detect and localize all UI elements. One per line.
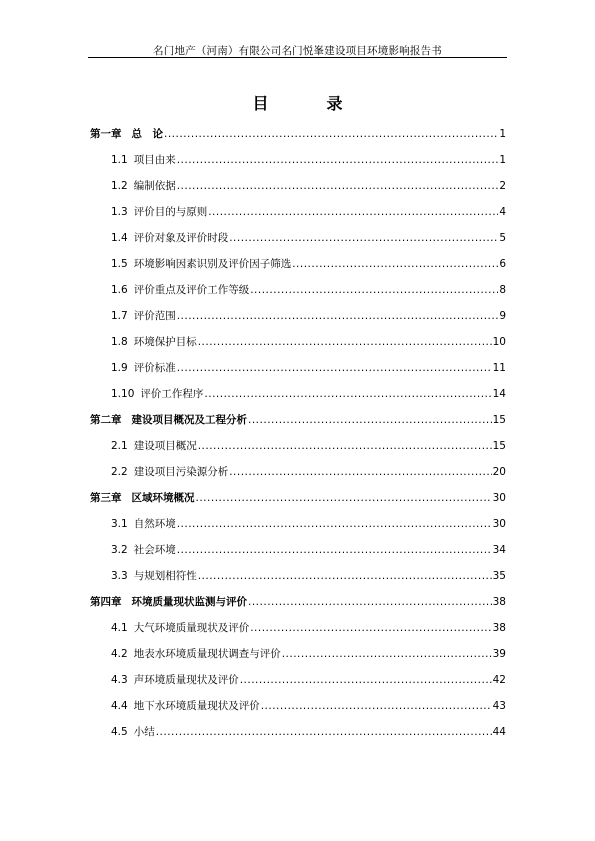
toc-section-entry[interactable] [90,615,506,641]
toc-title-right: 录 [326,94,343,113]
toc-leader-dots [282,641,492,667]
toc-section-entry[interactable] [90,537,506,563]
toc-entry-page: 15 [492,414,506,426]
toc-entry-page: 8 [499,284,506,296]
toc-entry-title: 地下水环境质量现状及评价 [133,700,260,712]
toc-entry-title: 区域环境概况 [131,492,195,504]
toc-entry-number: 2.2 [111,466,128,478]
toc-entry-page: 34 [492,544,506,556]
toc-entry-title: 评价对象及评价时段 [133,232,229,244]
toc-entry-number: 1.2 [111,180,128,192]
toc-entry-page: 43 [492,700,506,712]
toc-entry-number: 3.2 [111,544,128,556]
toc-entry-number: 4.2 [111,648,128,660]
toc-entry-title: 评价重点及评价工作等级 [133,284,250,296]
toc-leader-dots [229,225,498,251]
toc-entry-title: 大气环境质量现状及评价 [133,622,250,634]
toc-entry-title: 社会环境 [133,544,176,556]
toc-chapter-entry[interactable] [90,407,506,433]
toc-leader-dots [198,563,492,589]
toc-section-entry[interactable] [90,693,506,719]
toc-entry-page: 10 [492,336,506,348]
toc-entry-number: 1.6 [111,284,128,296]
toc-entry-title: 小结 [133,726,155,738]
toc-section-entry[interactable] [90,147,506,173]
toc-entry-title: 声环境质量现状及评价 [133,674,239,686]
toc-entry-title: 与规划相符性 [133,570,197,582]
toc-entry-page: 38 [492,622,506,634]
toc-entry-number: 4.4 [111,700,128,712]
toc-leader-dots [198,433,492,459]
document-header: 名门地产（河南）有限公司名门悦峯建设项目环境影响报告书 [153,45,442,57]
toc-entry-page: 15 [492,440,506,452]
toc-entry-number: 第四章 [90,596,122,608]
toc-section-entry[interactable] [90,173,506,199]
toc-entry-title: 环境保护目标 [133,336,197,348]
toc-section-entry[interactable] [90,251,506,277]
toc-leader-dots [248,407,492,433]
toc-section-entry[interactable] [90,719,506,745]
toc-entry-page: 1 [499,154,506,166]
toc-entry-title: 项目由来 [133,154,176,166]
toc-leader-dots [177,511,492,537]
toc-leader-dots [156,719,492,745]
toc-entry-number: 第二章 [90,414,122,426]
toc-entry-number: 4.3 [111,674,128,686]
toc-section-entry[interactable] [90,303,506,329]
toc-entry-title: 评价目的与原则 [133,206,208,218]
toc-leader-dots [250,615,491,641]
toc-title [0,91,595,114]
toc-entry-title: 环境质量现状监测与评价 [131,596,247,608]
toc-entry-title: 自然环境 [133,518,176,530]
toc-entry-page: 14 [492,388,506,400]
toc-section-entry[interactable] [90,433,506,459]
toc-leader-dots [177,355,492,381]
toc-entry-number: 第三章 [90,492,122,504]
toc-entry-page: 2 [499,180,506,192]
toc-entry-page: 6 [499,258,506,270]
toc-section-entry[interactable] [90,277,506,303]
toc-entry-page: 4 [499,206,506,218]
toc-entry-number: 1.10 [111,388,135,400]
toc-entry-title: 环境影响因素识别及评价因子筛选 [133,258,292,270]
toc-entry-number: 1.8 [111,336,128,348]
toc-section-entry[interactable] [90,199,506,225]
toc-entry-page: 30 [492,518,506,530]
toc-entry-page: 20 [492,466,506,478]
toc-title-left: 目 [252,94,269,113]
toc-section-entry[interactable] [90,329,506,355]
toc-entry-number: 1.9 [111,362,128,374]
toc-entry-page: 11 [492,362,506,374]
toc-leader-dots [248,589,492,615]
toc-entry-title: 编制依据 [133,180,176,192]
toc-entry-page: 39 [492,648,506,660]
toc-leader-dots [208,199,498,225]
toc-entry-title: 建设项目概况及工程分析 [131,414,247,426]
toc-section-entry[interactable] [90,641,506,667]
toc-entry-number: 3.3 [111,570,128,582]
toc-leader-dots [177,147,499,173]
toc-entry-page: 1 [499,128,506,140]
toc-entry-page: 30 [492,492,506,504]
toc-entry-page: 44 [492,726,506,738]
toc-chapter-entry[interactable] [90,589,506,615]
toc-entry-title: 建设项目污染源分析 [133,466,229,478]
toc-entry-page: 35 [492,570,506,582]
toc-leader-dots [204,381,491,407]
toc-entry-number: 1.7 [111,310,128,322]
toc-entry-number: 1.4 [111,232,128,244]
toc-entry-number: 1.1 [111,154,128,166]
toc-section-entry[interactable] [90,511,506,537]
toc-entry-title: 评价标准 [133,362,176,374]
toc-entry-number: 1.5 [111,258,128,270]
toc-section-entry[interactable] [90,459,506,485]
toc-entry-number: 4.1 [111,622,128,634]
toc-entry-title: 评价工作程序 [140,388,204,400]
toc-section-entry[interactable] [90,225,506,251]
toc-entry-number: 4.5 [111,726,128,738]
toc-entry-title: 评价范围 [133,310,176,322]
toc-leader-dots [177,303,499,329]
toc-leader-dots [261,693,492,719]
toc-section-entry[interactable] [90,667,506,693]
toc-entry-number: 3.1 [111,518,128,530]
toc-leader-dots [229,459,491,485]
toc-entry-number: 1.3 [111,206,128,218]
toc-leader-dots [198,329,492,355]
toc-entry-page: 38 [492,596,506,608]
toc-section-entry[interactable] [90,381,506,407]
toc-section-entry[interactable] [90,563,506,589]
toc-entry-page: 5 [499,232,506,244]
header-rule [88,57,507,58]
toc-leader-dots [177,173,499,199]
toc-entry-page: 42 [492,674,506,686]
toc-leader-dots [196,485,492,511]
toc-leader-dots [177,537,492,563]
toc-entry-title: 地表水环境质量现状调查与评价 [133,648,281,660]
toc-leader-dots [164,121,498,147]
toc-entry-title: 建设项目概况 [133,440,197,452]
table-of-contents [90,121,506,745]
toc-chapter-entry[interactable] [90,485,506,511]
toc-entry-title: 总 论 [131,128,163,140]
toc-section-entry[interactable] [90,355,506,381]
toc-chapter-entry[interactable] [90,121,506,147]
toc-leader-dots [240,667,492,693]
toc-entry-number: 第一章 [90,128,122,140]
toc-entry-number: 2.1 [111,440,128,452]
toc-leader-dots [250,277,498,303]
toc-entry-page: 9 [499,310,506,322]
toc-leader-dots [292,251,498,277]
